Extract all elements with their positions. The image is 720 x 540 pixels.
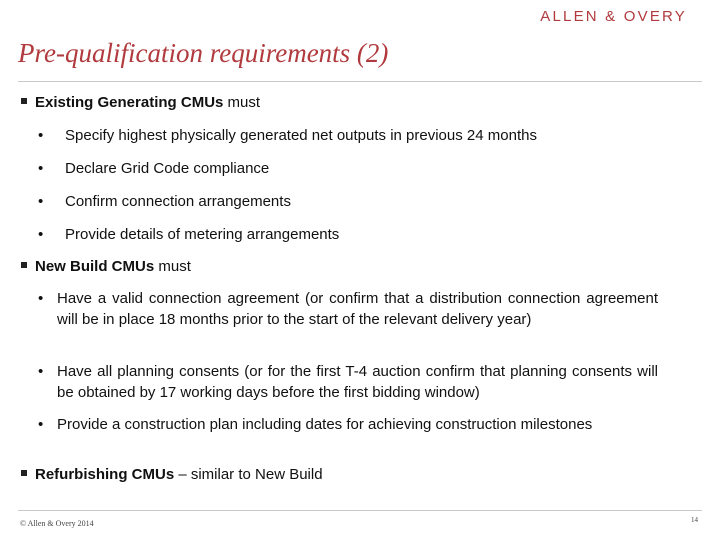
list-item [38,226,339,243]
list-item-text: Have a valid connection agreement (or confirm that a distribution connection agreement will be in place 18 months prior to the start of the relevant delivery year) [57,290,658,328]
square-bullet-icon [21,470,27,476]
section-label-rest: – similar to New Build [174,466,323,483]
list-item [38,193,291,210]
list-item [38,288,658,330]
list-item [38,160,269,177]
copyright: © Allen & Overy 2014 [20,519,94,528]
list-item [38,414,658,435]
title-rule [18,81,702,82]
list-item [38,361,658,403]
section-label-rest: must [223,94,261,111]
bullet-icon: • [38,127,44,144]
section-label-bold: Existing Generating CMUs [35,94,224,111]
list-item-text: Declare Grid Code compliance [65,160,270,177]
section-refurbishing [21,466,323,483]
square-bullet-icon [21,98,27,104]
section-existing-generating [21,94,260,111]
square-bullet-icon [21,262,27,268]
bullet-icon: • [38,193,44,210]
bullet-icon: • [38,363,44,380]
list-item [38,127,537,144]
list-item-text: Provide details of metering arrangements [65,226,340,243]
section-label-bold: Refurbishing CMUs [35,466,175,483]
logo: ALLEN & OVERY [540,8,687,25]
page-title: Pre-qualification requirements (2) [18,38,389,68]
section-label-bold: New Build CMUs [35,258,155,275]
list-item-text: Specify highest physically generated net outputs in previous 24 months [65,127,537,144]
bullet-icon: • [38,416,44,433]
bullet-icon: • [38,226,44,243]
bullet-icon: • [38,160,44,177]
list-item-text: Confirm connection arrangements [65,193,291,210]
footer-rule [18,510,702,511]
list-item-text: Have all planning consents (or for the first T-4 auction confirm that planning consents will be obtained by 17 working days before the first bidding window) [57,363,658,401]
bullet-icon: • [38,290,44,307]
list-item-text: Provide a construction plan including dates for achieving construction milestones [57,416,593,433]
section-new-build [21,258,191,275]
page-number: 14 [691,516,698,524]
section-label-rest: must [154,258,191,275]
